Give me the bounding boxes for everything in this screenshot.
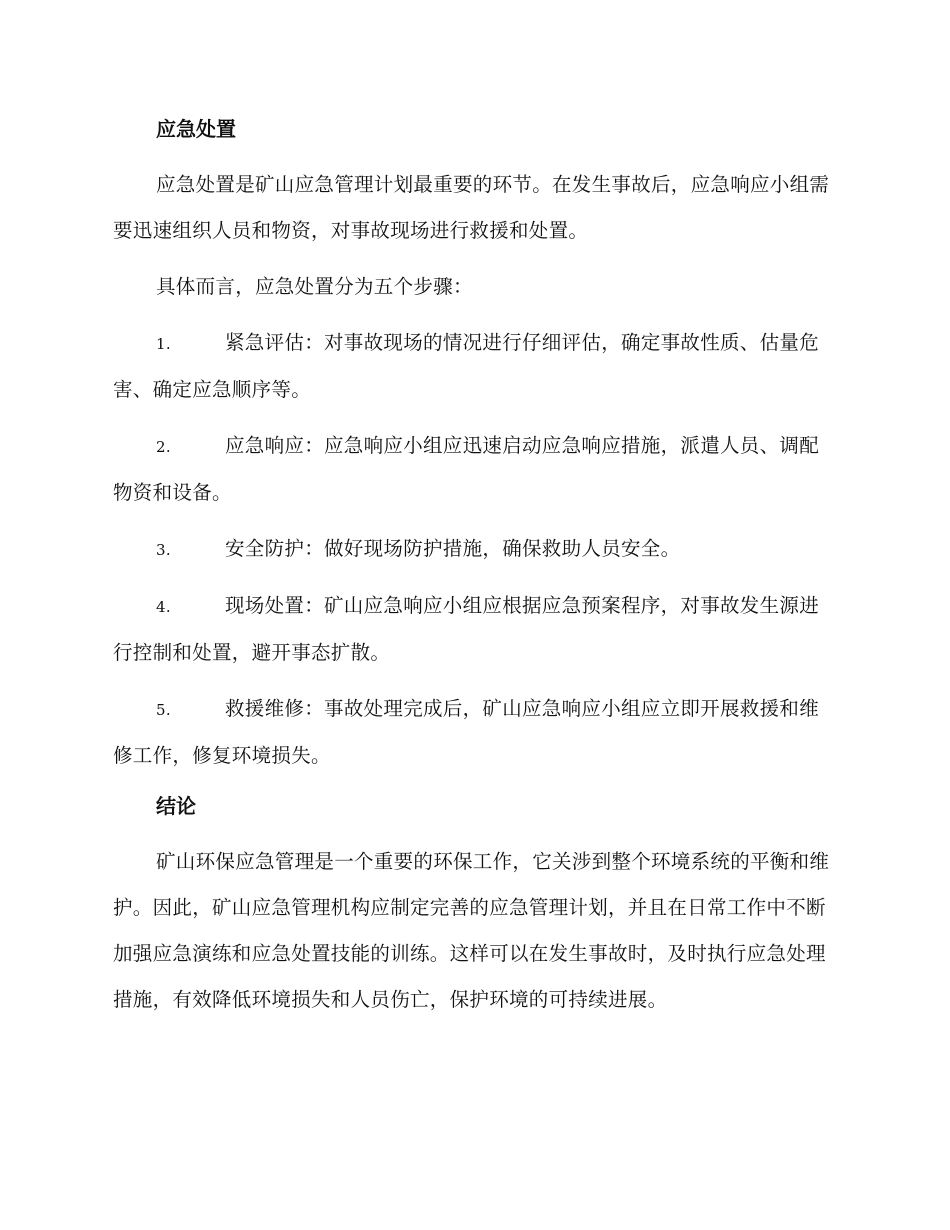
steps-lead-paragraph: 具体而言，应急处置分为五个步骤：: [156, 275, 473, 298]
section-heading-emergency-handling: 应急处置: [156, 117, 236, 141]
list-item-number: 5.: [156, 701, 171, 719]
list-item-number: 4.: [156, 598, 171, 616]
list-item-text: 安全防护：做好现场防护措施，确保救助人员安全。: [225, 537, 681, 560]
list-item: [113, 423, 837, 516]
list-item: [113, 583, 837, 676]
list-item-number: 2.: [156, 438, 171, 456]
conclusion-paragraph: 矿山环保应急管理是一个重要的环保工作，它关涉到整个环境系统的平衡和维护。因此，矿山应急管理机构应制定完善的应急管理计划，并且在日常工作中不断加强应急演练和应急处置技能的训练。这样可以在发生事故时，及时执行应急处理措施，有效降低环境损失和人员伤亡，保护环境的可持续进展。: [113, 850, 830, 1011]
list-item: [113, 526, 837, 573]
list-item: [113, 320, 837, 413]
list-item-text: 应急响应：应急响应小组应迅速启动应急响应措施，派遣人员、调配物资和设备。: [113, 434, 820, 504]
list-item-number: 3.: [156, 541, 171, 559]
list-item-text: 现场处置：矿山应急响应小组应根据应急预案程序，对事故发生源进行控制和处置，避开事态扩散。: [113, 594, 820, 664]
intro-paragraph: 应急处置是矿山应急管理计划最重要的环节。在发生事故后，应急响应小组需要迅速组织人员和物资，对事故现场进行救援和处置。: [113, 173, 830, 242]
list-item: [113, 686, 837, 779]
list-item-text: 紧急评估：对事故现场的情况进行仔细评估，确定事故性质、估量危害、确定应急顺序等。: [113, 331, 820, 401]
list-item-text: 救援维修：事故处理完成后，矿山应急响应小组应立即开展救援和维修工作，修复环境损失。: [113, 697, 820, 767]
document-page: [113, 112, 837, 1023]
section-heading-conclusion: 结论: [156, 794, 196, 818]
list-item-number: 1.: [156, 335, 171, 353]
